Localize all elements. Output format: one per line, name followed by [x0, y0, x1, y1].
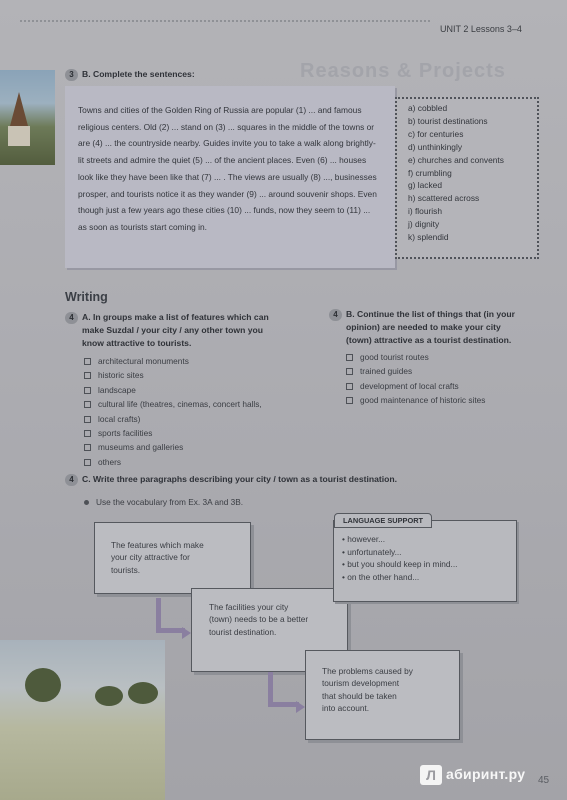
tower-roof — [10, 92, 28, 126]
word-options-box — [395, 97, 539, 259]
reading-text: Towns and cities of the Golden Ring of Russia are popular (1) ... and famous religious centers. Old (2) ... stand on (3) ... squares in the middle of the towns or are (4) ... the countryside nearby. Guides invite you to take a walk along brightly-lit streets and admire the quiet (5) ... of the ancient places. Even (6) ... houses look like they have been like that (7) ... . The views are usually (8) ..., businesses prosper, and tourists notice it as they wander (9) ... around souvenir shops. Even though just a few years ago these cities (10) ... funds, now they seem to (11) ... as soon as tourists start coming in. — [78, 105, 377, 232]
checklist-item: good tourist routes — [346, 350, 485, 364]
features-checklist — [84, 354, 262, 469]
tree-shape — [25, 668, 61, 702]
phrase-item: • however... — [342, 533, 516, 546]
page-number: 45 — [538, 775, 550, 786]
checklist-item: landscape — [84, 383, 262, 397]
ex4a-number: 4 — [65, 312, 78, 324]
needs-checklist — [346, 350, 485, 408]
word-option: g) lacked — [408, 180, 442, 191]
flow-box-features — [94, 522, 251, 594]
arrow-right-icon — [296, 701, 305, 713]
flow-arrow-2 — [268, 672, 299, 707]
flow-text-line: The features which make — [111, 540, 204, 550]
ex3b-title — [65, 68, 195, 81]
flow-text-line: The facilities your city — [209, 602, 289, 612]
word-option: c) for centuries — [408, 128, 464, 139]
language-support-title: LANGUAGE SUPPORT — [334, 513, 432, 528]
checklist-item: local crafts) — [84, 412, 262, 426]
word-option: f) crumbling — [408, 167, 452, 178]
flow-text-line: into account. — [322, 702, 370, 713]
landscape-photo — [0, 640, 165, 800]
ex4b-title-line: (town) attractive as a tourist destination. — [346, 335, 512, 345]
word-option: b) tourist destinations — [408, 115, 488, 126]
ex4a-title-line: A. In groups make a list of features which can — [82, 312, 269, 322]
ex4a-title-line: know attractive to tourists. — [82, 338, 192, 348]
bullet-icon — [84, 500, 89, 505]
ex4c-title-text: C. Write three paragraphs describing your city / town as a tourist destination. — [82, 474, 398, 484]
reading-text-box — [65, 86, 395, 268]
flow-arrow-1 — [156, 598, 185, 633]
ex4b-title-line: B. Continue the list of things that (in your — [346, 309, 515, 319]
writing-heading: Writing — [65, 290, 108, 304]
word-option: a) cobbled — [408, 103, 448, 113]
ex4b-number: 4 — [329, 309, 342, 321]
flow-text-line: The problems caused by — [322, 666, 413, 676]
word-option: k) splendid — [408, 232, 449, 243]
ex4c-bullet-text: Use the vocabulary from Ex. 3A and 3B. — [96, 497, 244, 507]
phrase-item: • on the other hand... — [342, 571, 516, 584]
phrase-item: • unfortunately... — [342, 546, 516, 559]
flow-text-line: tourist destination. — [209, 626, 277, 637]
checklist-item: cultural life (theatres, cinemas, concert halls, — [84, 397, 262, 411]
church-photo — [0, 70, 55, 165]
checklist-item: museums and galleries — [84, 440, 262, 454]
flow-text-line: tourism development — [322, 678, 400, 689]
ex4c-bullet — [84, 497, 243, 507]
flow-text-line: (town) needs to be a better — [209, 614, 309, 625]
labirint-logo: Л — [420, 765, 442, 785]
tree-shape — [128, 682, 158, 704]
word-option: h) scattered across — [408, 193, 480, 204]
checklist-item: sports facilities — [84, 426, 262, 440]
ex4a-title-line: make Suzdal / your city / any other town you — [82, 325, 263, 335]
flow-box-problems-text — [306, 651, 459, 714]
flow-text-line: your city attractive for — [111, 552, 190, 563]
checklist-item: historic sites — [84, 368, 262, 382]
word-options-list — [397, 99, 537, 244]
header-rule — [20, 20, 430, 22]
ex4b-title — [329, 308, 515, 347]
flow-text-line: that should be taken — [322, 690, 397, 701]
ex4c-title — [65, 473, 397, 486]
language-support-box — [333, 516, 517, 602]
checklist-item: trained guides — [346, 364, 485, 378]
tree-shape — [95, 686, 123, 706]
word-option: i) flourish — [408, 206, 442, 217]
flow-text-line: tourists. — [111, 564, 141, 575]
ex4a-title — [65, 311, 269, 350]
language-support-list — [334, 521, 516, 583]
flow-box-features-text — [95, 523, 250, 576]
arrow-right-icon — [182, 627, 191, 639]
background-title: Reasons & Projects — [300, 60, 506, 82]
ex3b-number: 3 — [65, 69, 78, 81]
checklist-item: good maintenance of historic sites — [346, 393, 485, 407]
phrase-item: • but you should keep in mind... — [342, 558, 516, 571]
word-option: d) unthinkingly — [408, 141, 463, 152]
checklist-item: architectural monuments — [84, 354, 262, 368]
tower-base — [8, 126, 30, 146]
ex4c-number: 4 — [65, 474, 78, 486]
ex3b-title-text: B. Complete the sentences: — [82, 69, 195, 79]
ex4b-title-line: opinion) are needed to make your city — [346, 322, 501, 332]
flow-box-facilities-text — [192, 589, 347, 638]
unit-label: UNIT 2 Lessons 3–4 — [440, 24, 522, 34]
watermark-text: абиринт.ру — [446, 766, 526, 782]
checklist-item: development of local crafts — [346, 379, 485, 393]
word-option: j) dignity — [408, 219, 440, 230]
word-option: e) churches and convents — [408, 154, 504, 165]
checklist-item: others — [84, 455, 262, 469]
flow-box-problems — [305, 650, 460, 740]
